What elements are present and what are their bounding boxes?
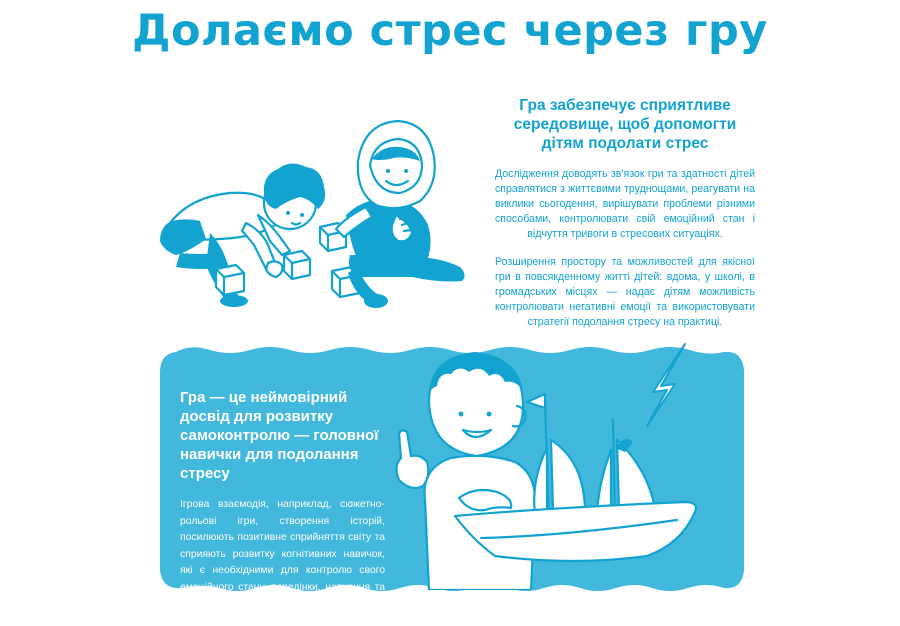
self-control-paragraph: Ігрова взаємодія, наприклад, сюжетно-рольові ігри, створення історій, посилюють позитивне сприйняття світу та сприяють розвитку когнітивних навичок, які є необхідними для контролю свого емоційного стану, поведінки, навчання та подолання стресу.: [180, 499, 385, 609]
self-control-heading: Гра — це неймовірний досвід для розвитку самоконтролю — головної навички для подолання стресу: [180, 389, 379, 482]
play-environment-heading: Гра забезпечує сприятливе середовище, щоб допомогти дітям подолати стрес: [513, 97, 737, 152]
page-title: Долаємо стрес через гру: [132, 6, 768, 56]
play-environment-paragraph-2: Розширення простору та можливостей для якісної гри в повсякденному житті дітей: вдома, у школі, в громадських місцях — надає дітям можливість контролювати негативні емоції та використовувати стратегії подолання стресу на практиці.: [495, 256, 755, 328]
self-control-section: [180, 388, 385, 626]
play-environment-paragraph-1: Дослідження доводять зв'язок гри та здатності дітей справлятися з життєвими труднощами, реагувати на виклики сьогодення, вирішувати проблеми різними способами, контролювати свій емоційний стан і відчуття тривоги в стресових ситуаціях.: [495, 168, 755, 240]
lightning-icon: [647, 344, 685, 426]
boy-with-sailboat-illustration: [385, 330, 745, 590]
